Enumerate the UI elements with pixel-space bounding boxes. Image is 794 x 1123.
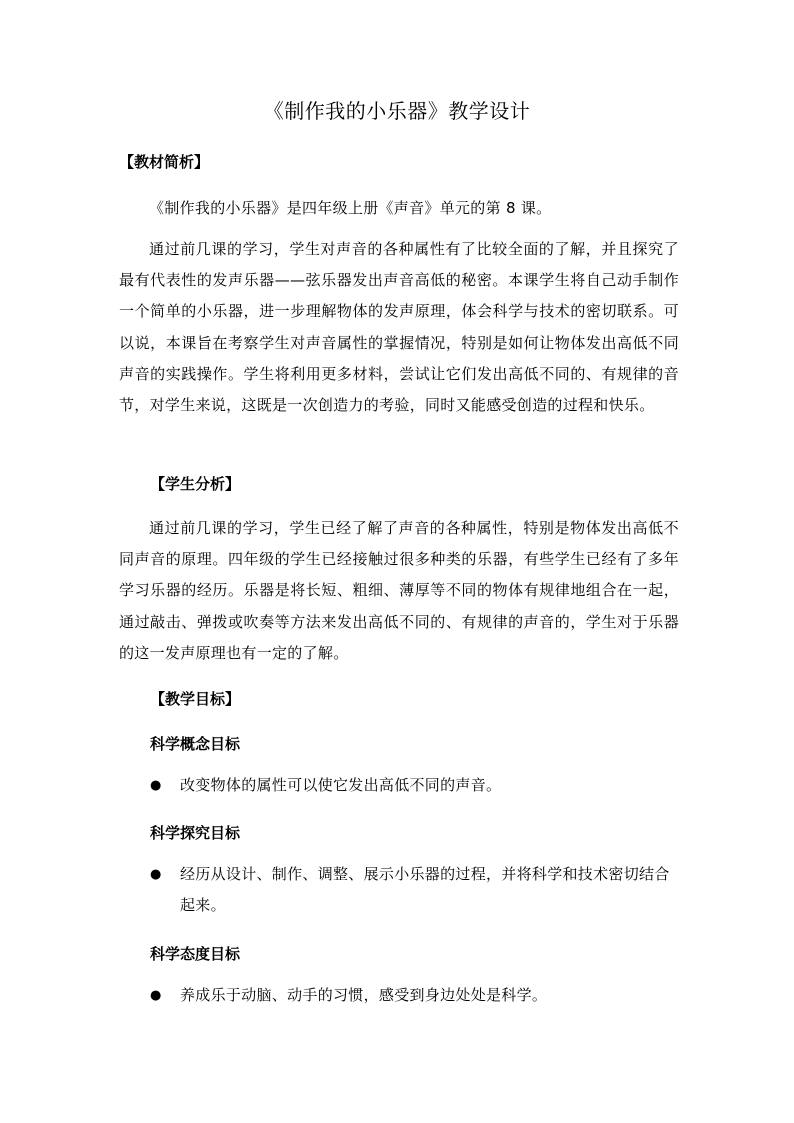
document-title: 《制作我的小乐器》教学设计 <box>263 99 531 123</box>
goal-attitude-subheading: 科学态度目标 <box>150 945 241 963</box>
section-heading-textbook: 【教材简析】 <box>119 153 210 171</box>
goal-inquiry-bullet-item <box>150 859 680 921</box>
goal-inquiry-subheading: 科学探究目标 <box>150 824 241 842</box>
goal-attitude-bullet-item <box>150 980 680 1011</box>
students-paragraph: 通过前几课的学习，学生已经了解了声音的各种属性，特别是物体发出高低不同声音的原理。四年级的学生已经接触过很多种类的乐器，有些学生已经有了多年学习乐器的经历。乐器是将长短、粗细、薄厚等不同的物体有规律地组合在一起，通过敲击、弹拨或吹奏等方法来发出高低不同的、有规律的声音的，学生对于乐器的这一发声原理也有一定的了解。 <box>119 519 679 662</box>
goal-attitude-bullet-text: 养成乐于动脑、动手的习惯，感受到身边处处是科学。 <box>180 986 548 1004</box>
section-heading-students: 【学生分析】 <box>150 475 241 493</box>
bullet-icon: ● <box>150 867 162 882</box>
bullet-icon: ● <box>150 988 162 1003</box>
goal-inquiry-bullet-text: 经历从设计、制作、调整、展示小乐器的过程，并将科学和技术密切结合起来。 <box>180 865 670 914</box>
goal-concept-bullet-text: 改变物体的属性可以使它发出高低不同的声音。 <box>180 776 502 794</box>
goal-concept-bullet-item <box>150 770 680 801</box>
bullet-icon: ● <box>150 778 162 793</box>
textbook-paragraph-1: 《制作我的小乐器》是四年级上册《声音》单元的第 8 课。 <box>149 199 552 217</box>
textbook-paragraph-2: 通过前几课的学习，学生对声音的各种属性有了比较全面的了解，并且探究了最有代表性的发声乐器——弦乐器发出声音高低的秘密。本课学生将自己动手制作一个简单的小乐器，进一步理解物体的发声原理，体会科学与技术的密切联系。可以说，本课旨在考察学生对声音属性的掌握情况，特别是如何让物体发出高低不同声音的实践操作。学生将利用更多材料，尝试让它们发出高低不同的、有规律的音节，对学生来说，这既是一次创造力的考验，同时又能感受创造的过程和快乐。 <box>119 240 679 415</box>
section-heading-goals: 【教学目标】 <box>150 690 241 708</box>
goal-concept-subheading: 科学概念目标 <box>150 735 241 753</box>
